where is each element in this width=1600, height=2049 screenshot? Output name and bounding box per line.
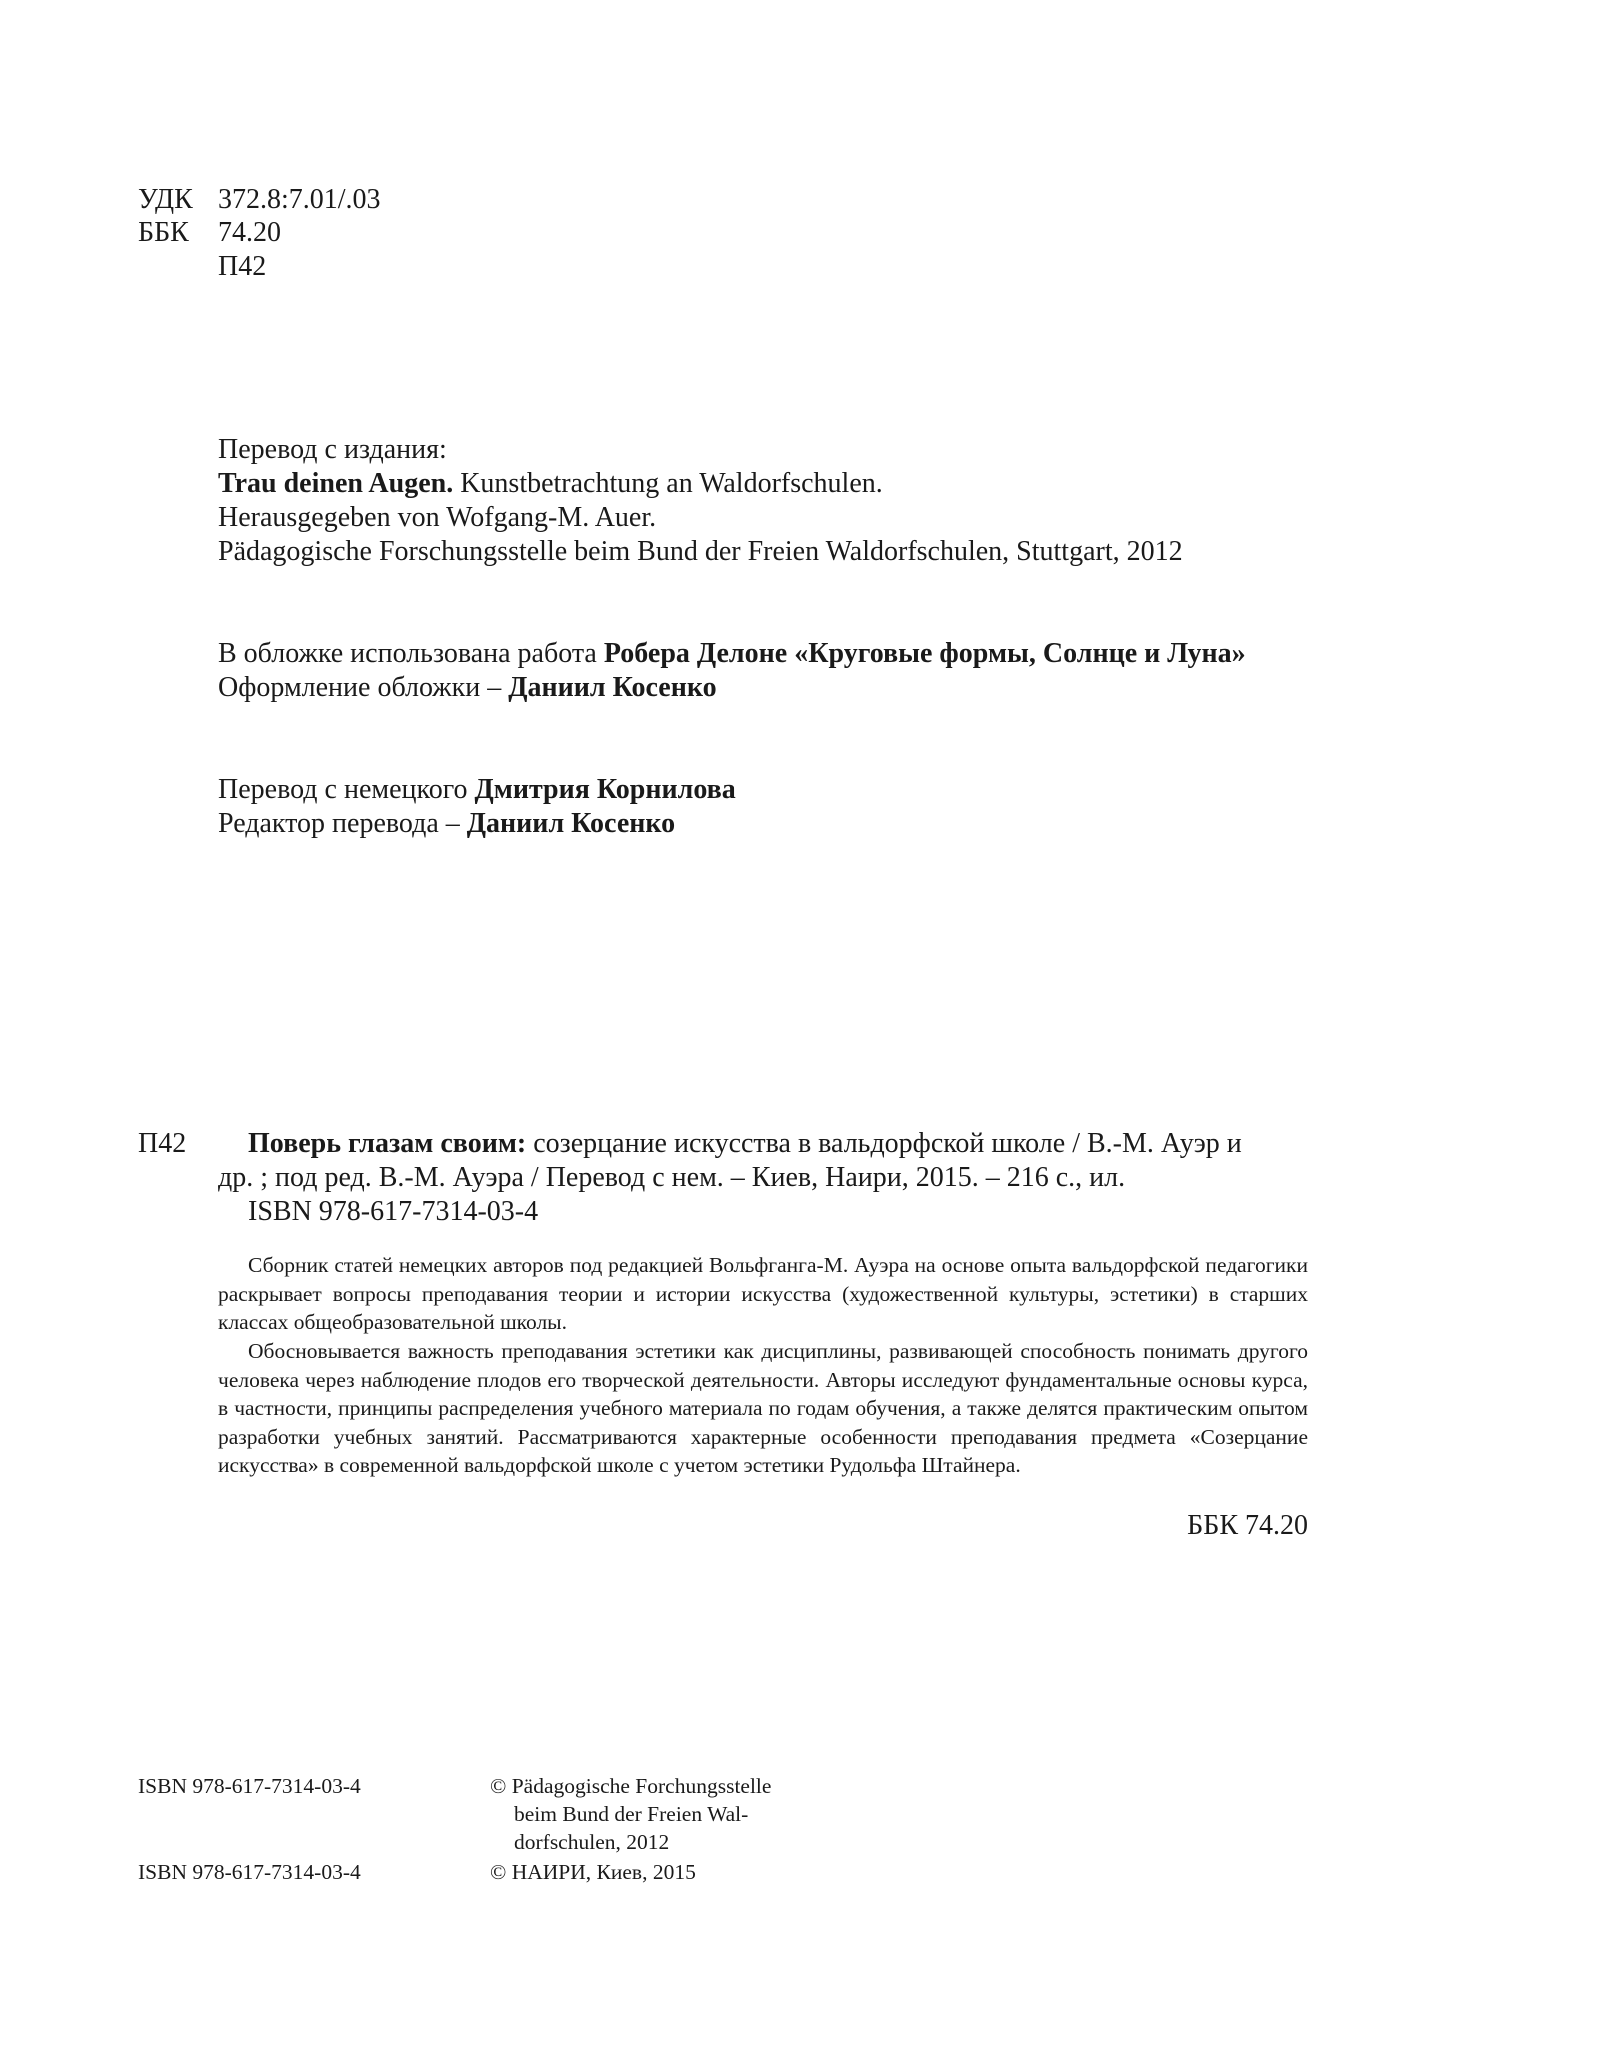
bbk-value: 74.20 [218,217,281,248]
copyright-holder-1-line-3: dorfschulen, 2012 [514,1830,670,1854]
catalog-line-1 [248,1127,1242,1161]
cover-artwork-line [218,637,1246,671]
cover-design-prefix: Оформление обложки – [218,672,509,703]
copyright-isbn-1: ISBN 978-617-7314-03-4 [138,1774,361,1798]
original-title [218,467,883,501]
author-mark: П42 [218,251,267,282]
catalog-mark: П42 [138,1128,187,1159]
copyright-holder-2: © НАИРИ, Киев, 2015 [490,1860,696,1884]
cover-artwork-title: Робера Делоне «Круговые формы, Солнце и Луна» [603,638,1246,669]
annotation-bbk: ББК 74.20 [1187,1510,1308,1541]
copyright-isbn-2: ISBN 978-617-7314-03-4 [138,1860,361,1884]
catalog-line-2: др. ; под ред. В.-М. Ауэра / Перевод с нем. – Киев, Наири, 2015. – 216 с., ил. [218,1162,1126,1193]
translation-editor-line [218,807,675,841]
cover-designer: Даниил Косенко [508,672,717,703]
original-publisher: Pädagogische Forschungsstelle beim Bund der Freien Waldorfschulen, Stuttgart, 2012 [218,536,1183,567]
udk-value: 372.8:7.01/.03 [218,184,381,215]
original-title-rest: Kunstbetrachtung an Waldorfschulen. [453,468,883,499]
cover-design-line [218,671,717,705]
translation-editor-prefix: Редактор перевода – [218,808,467,839]
catalog-isbn: ISBN 978-617-7314-03-4 [248,1196,539,1227]
catalog-title-rest: созерцание искусства в вальдорфской школе / В.-М. Ауэр и [526,1128,1242,1159]
translator-prefix: Перевод с немецкого [218,774,475,805]
catalog-title: Поверь глазам своим: [248,1128,527,1159]
translation-editor-name: Даниил Косенко [466,808,676,839]
annotation-paragraph-1: Сборник статей немецких авторов под редакцией Вольфганга-М. Ауэра на основе опыта вальдорфской педагогики раскрывает вопросы преподавания теории и истории искусства (художественной культуры, эстетики) в старших классах общеобразовательной школы. [218,1253,1308,1334]
annotation-paragraph-2: Обосновывается важность преподавания эстетики как дисциплины, развивающей способность понимать другого человека через наблюдение плодов его творческой деятельности. Авторы исследуют фундаментальные основы курса, в частности, принципы распределения учебного материала по годам обучения, а также делятся практическим опытом разработки учебных занятий. Рассматриваются характерные особенности преподавания предмета «Созерцание искусства» в современной вальдорфской школе с учетом эстетики Рудольфа Штайнера. [218,1339,1308,1477]
original-edition-heading: Перевод с издания: [218,434,447,465]
translator-name: Дмитрия Корнилова [474,774,736,805]
udk-label: УДК [138,184,193,215]
copyright-holder-1-line-1: © Pädagogische Forchungsstelle [490,1774,772,1798]
original-editor: Herausgegeben von Wofgang-M. Auer. [218,502,657,533]
copyright-holder-1-line-2: beim Bund der Freien Wal- [514,1802,749,1826]
cover-artwork-prefix: В обложке использована работа [218,638,604,669]
original-title-bold: Trau deinen Augen. [218,468,454,499]
bbk-label: ББК [138,217,189,248]
translator-line [218,773,736,807]
